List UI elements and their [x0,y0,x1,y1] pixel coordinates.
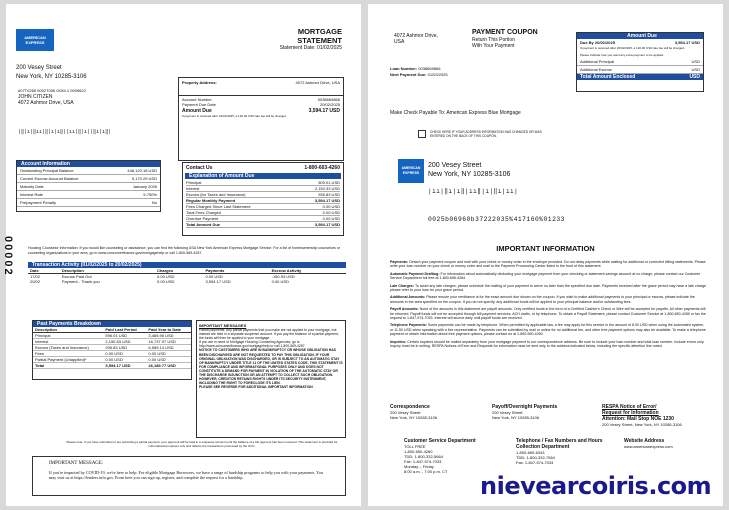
telephone-line: TDD: 1-800-332-7564 [516,455,555,460]
customer-name: JOHN CITIZEN [18,94,53,100]
side-number: 00002 [2,236,14,277]
past-payment-cell: 596.01 USD [105,333,128,338]
transaction-cell: Escrow Paid Out [61,274,92,279]
messages-title: IMPORTANT MESSAGES [199,323,247,328]
correspondence-line: 200 Vesey Street [390,410,421,415]
transaction-cell: -150.93 USD [271,274,295,279]
return-address-1: 4072 Ashmor Drive, [394,33,438,39]
contact-label: Contact Us [186,165,213,171]
row-value: 935.83 USD [318,192,340,197]
row-value: January 2035 [132,184,157,189]
row-label: Interest [186,186,200,191]
past-payment-cell: Principal [35,333,51,338]
row-label: Principal [186,180,202,185]
remit-address-2: New York, NY 10285-3106 [428,171,511,178]
paragraph-heading: Telephone Payments: [390,323,428,328]
info-paragraph [390,307,708,320]
transaction-cell: Payment - Thank you [61,279,100,284]
col-payments: Payments [205,268,225,273]
covid-text: If you're impacted by COVID-19, we're here to help. For eligible Mortgage Borrowers, we have a range of hardship programs to help you with your payments. You may visit us at https://lenders.info.gov. From here you can sign up, register, and complete the request for a hardship. [49,470,323,480]
transaction-cell: 0.00 USD [205,274,223,279]
info-paragraph [390,272,708,281]
respa-title: RESPA Notice of Error/ [602,404,657,410]
explanation-box [182,162,344,236]
transaction-cell: 0.00 USD [157,274,175,279]
paragraph-text: To avoid any late charges, please schedule the mailing of your payment to arrive no later than the specified due date. Payments received after the grace period may have a late charge please refer to your loan for your grace period. [390,283,707,293]
account-info-title: Account Information [17,161,160,167]
amount-due-box [576,32,704,92]
customer-service-line: 8:00 a.m. - 7:00 p.m. CT [404,469,448,474]
past-payment-cell: 26,189.77 USD [148,363,176,368]
transaction-title: Transaction Activity (01/02/2025 to 20/02/2025) [28,262,346,268]
transaction-section [28,262,346,284]
transaction-cell: 0.00 USD [157,279,175,284]
row-label: Total Fees Charged [186,210,221,215]
col-description: Description [35,327,58,332]
col-description: Description [61,268,84,273]
transaction-body [28,274,346,285]
due-date-row [182,102,340,107]
label: Additional Principal [580,59,615,64]
bankruptcy-notice: NOTICE TO CUSTOMERS WHO ARE IN BANKRUPTCY OR WHOSE OBLIGATION HAS BEEN DISCHARGED ARE NOT REQUESTED TO PAY THIS OBLIGATION. IF YOUR ORIGINAL OBLIGATION WAS DISCHARGED, OR IS SUBJECT TO AN AUTOMATIC STAY OF BANKRUPTCY UNDER TITLE 11 OF THE UNITED STATES CODE, THIS STATEMENT IS FOR COMPLIANCE AND INFORMATIONAL PURPOSES ONLY AND DOES NOT CONSTITUTE A DEMAND FOR PAYMENT IN VIOLATION OF THE AUTOMATIC STAY OR THE DISCHARGE INJUNCTION OR AN ATTEMPT TO COLLECT SUCH OBLIGATION. HOWEVER, CREDITOR RETAINS RIGHTS UNDER ITS SECURITY INSTRUMENT, INCLUDING THE RIGHT TO FORECLOSE ITS LIEN. [199,348,343,386]
value[interactable]: USD [691,59,700,64]
footnote: Please note: If you have submitted or are submitting a partial payment, your payment will be held in a suspense account until the balance of a full payment has been received. This statement is provided for informational purposes only and reflects the transactions processed by the OCC. [66,440,338,448]
info-paragraph [390,340,708,349]
remit-barcode: |ıı|‖ı|ı‖|ıı‖|ı|‖ı|ıı| [428,188,519,195]
due-label: Due By 20/02/2025 [580,40,615,45]
row-value: 446,120.18 USD [127,168,157,173]
account-info-row [17,183,160,191]
paragraph-text: Detach your payment coupon and mail with your check or money order in the envelope provided. Do not delay payments while waiting for additional or corrected billing statements. Please write your loan number on your check or money order and mail to the Payment Processing Center listed to the front of this statement. [390,260,706,269]
row-value: 5.750% [143,192,157,197]
info-paragraph [390,284,708,293]
remit-address-1: 200 Vesey Street [428,162,482,169]
payoff-title: Payoff/Overnight Payments [492,404,558,410]
see-reverse-note: PLEASE SEE REVERSE FOR ADDITIONAL IMPORTANT INFORMATION [199,385,313,390]
label: Account Number [182,97,212,102]
col-last-period: Paid Last Period [105,327,137,332]
statement-page [2,4,361,506]
explanation-rows [183,179,343,229]
past-payment-cell: Fees [35,351,44,356]
transaction-cell: 20/02 [30,279,41,284]
account-info-box [16,160,161,212]
explanation-title: Explanation of Amount Due [185,173,341,179]
next-payment [390,72,448,77]
covid-title: IMPORTANT MESSAGE: [49,461,104,466]
customer-service-line: TOLL FREE [404,444,426,449]
row-label: Maturity Date [20,184,44,189]
covid-message-box [32,456,346,496]
past-payment-cell: Partial Payment (Unapplied)* [35,357,87,362]
past-payment-cell: 0.00 USD [105,351,123,356]
info-paragraph [390,295,708,304]
total-value[interactable]: USD [689,74,700,80]
account-rows [179,95,343,120]
col-escrow: Escrow Activity [271,268,302,273]
address-change-checkbox[interactable] [418,130,426,138]
row-value: 0.00 USD [322,210,340,215]
website-value[interactable]: www.americanexpress.com [624,444,673,449]
respa-block [602,404,712,427]
micr-line: 0025b06960b37222035%417160%01233 [428,216,565,223]
row-value: 5,170.29 USD [131,176,157,181]
next-due-label: Next Payment Due: [390,72,427,77]
counseling-message: If you are in need of Mortgage Housing Counseling Agencies, go to http://www.consumerfinance.gov/mortgagehelp or call 1-800-569-4287. [199,340,306,349]
row-label: Escrow (for Taxes and Insurance) [186,192,246,197]
amount-due-title: Amount Due [577,33,703,39]
paragraph-heading: Additional Amounts: [390,295,427,300]
telephone-line: 1-800-669-6343 [516,450,545,455]
past-payment-cell: 0.00 USD [148,351,166,356]
row-label: Outstanding Principal Balance [20,168,74,173]
col-charges: Charges [157,268,174,273]
account-info-row [17,191,160,199]
due-note: If payment is received after 20/02/2025, a 120.00 USD late fee will be charged. [580,46,685,50]
additional-principal-row [577,58,703,66]
past-payment-cell: Interest [35,339,49,344]
contact-row [183,163,343,173]
past-payment-cell: Escrow (Taxes and Insurance) [35,345,89,350]
past-payment-cell: 3,465.96 USD [148,333,174,338]
paragraph-heading: Late Charges: [390,283,415,288]
transaction-cell: 3,594.17 USD [205,279,231,284]
value[interactable]: USD [691,67,700,72]
mail-code: #07T0265 0002T006 ODM-1 0009622 [18,88,86,93]
paragraph-text: None of the amounts in this statement are payoff amounts. Only certified funds in the form of a Certified Cashier's Check or Wire will be accepted for payoffs. All other payments will be returned. Payoff funds will not be accepted through bill payment services, ACH drafts, or by telephone. To obtain a Payoff Statement, please contact Customer Service at 1-800-650-4280 or fax the request to 1-847-574-7033. Interest will accrue daily until payoff funds are received. [390,307,706,321]
row-value: 0.00 USD [322,204,340,209]
col-ytd: Paid Year to Date [148,327,182,332]
housing-counselor-text: Housing Counselor Information: If you would like counseling or assistance, you can find the following USA New York American Express Mortgage Service. For a list of homeownership counselors or counseling organizations in your area, go to www.consumerfinance.gov/mortgagehelp or call 1-800-569-4287. [28,246,341,255]
bank-address-line-1: 200 Vesey Street [16,65,62,71]
return-address-2: USA [394,39,405,45]
payoff-line: New York, NY 10285-3106 [492,415,540,420]
amount-due-value: 3,594.17 USD [308,108,340,114]
row-label: Overdue Payment [186,216,219,221]
important-messages-box [196,320,346,438]
past-payment-cell: 16,737.97 USD [148,339,176,344]
due-note-2: Please indicate how you want any extra payment to be applied. [580,53,664,57]
paragraph-text: Certain inquiries should be mailed separately from your mortgage payment to our correspondence address. Be sure to include your loan number and total loan number. Include errors only. Inquiry must be in writing. RESPA Notices of Error and Requests for information must be sent only to the address indicated below, including the specific attention line noted. [390,339,705,349]
paragraph-heading: Payoff Amounts: [390,307,420,312]
past-payment-cell: 3,594.17 USD [105,363,131,368]
paragraph-text: For information about automatically deducting your mortgage payment from your checking or statement savings account at no charge, please contact our Customer Service Department toll free at 1-800-696-4284. [390,271,701,281]
past-payments-box [32,320,192,380]
telephone-title-2: Collection Department [516,444,570,450]
info-paragraph [390,260,708,269]
past-payment-cell: Total [35,363,45,368]
paragraph-heading: Automatic Payment Drafting: [390,271,441,276]
row-label: Fees Charged Since Last Statement [186,204,251,209]
late-fee-note: If payment is received after 01/01/2025, a 120.00 USD late fee will be charged. [182,114,287,118]
amex-logo: AMERICAN EXPRESS [16,29,54,51]
past-header-row [33,327,191,333]
account-summary-box [178,77,344,161]
transaction-cell: 17/02 [30,274,41,279]
telephone-block [516,438,626,465]
title-line-1: MORTGAGE [297,27,342,36]
account-info-row [17,167,160,175]
past-payment-cell: 6,589.14 USD [148,345,174,350]
row-label: Total Amount Due [186,222,220,227]
statement-date: Statement Date: 01/02/2025 [279,45,342,51]
payable-to: Make Check Payable To: American Express Blue Mortgage [390,110,521,116]
amex-logo: AMERICAN EXPRESS [398,159,424,183]
payoff-line: 200 Vesey Street [492,410,523,415]
customer-service-line: TDD: 1-800-332-5664 [404,454,443,459]
row-value: 3,594.17 USD [314,222,340,227]
past-payment-cell: 2,150.83 USD [105,339,131,344]
customer-service-lines [404,444,524,474]
coupon-sub-2: With Your Payment [472,43,515,49]
coupon-page [368,4,723,506]
paragraph-text: Please ensure your remittance is for the exact amount due shown on the coupon. If you wish to make additional payments to your principal or escrow, please indicate the amounts in the area specified on the coupon. If you do not specify, any additional funds will be applied to your principal balance and/or outstanding fees. [390,295,695,304]
correspondence-block [390,404,500,420]
info-paragraph [390,323,708,336]
row-label: Prepayment Penalty [20,200,57,205]
coupon-title: PAYMENT COUPON [472,29,538,36]
customer-service-line: 1-800-650-4260 [404,449,433,454]
due-row [577,39,703,46]
respa-title-2: Request for Information [602,410,659,416]
row-value: 2,150.33 USD [314,186,340,191]
transaction-row [28,279,346,284]
row-label: Interest Rate [20,192,43,197]
col-date: Date [30,268,39,273]
account-info-row [17,199,160,207]
past-payment-row [33,363,191,369]
loan-label: Loan Number: [390,66,418,71]
account-info-rows [17,167,160,207]
amount-due-label: Amount Due [182,108,212,114]
next-due-value: 01/03/2025 [427,72,448,77]
row-value: No [151,200,157,205]
customer-service-title: Customer Service Department [404,438,476,444]
transaction-cell: 0.00 USD [271,279,289,284]
telephone-lines [516,450,626,465]
contact-phone: 1-800-603-4260 [304,165,340,171]
past-body [33,333,191,369]
due-value: 3,594.17 USD [674,40,700,45]
label: Payment Due Date [182,102,216,107]
paragraph-text: Some payments can be made by telephone. When permitted by applicable law, a fee may apply for this service in the amount of 8.00 USD when using the automated system, or 11.50 USD when speaking with a live representative. Payments can be submitted by mail or online for no additional fee, and other free payment options may also be available. To make a telephone payment or obtain information about free payment options, please contact us at 1-800-650-4260. [390,323,706,337]
customer-service-block [404,438,524,474]
website-block [624,438,720,449]
bank-address-line-2: New York, NY 10285-3106 [16,74,87,80]
property-row [179,78,343,87]
postal-barcode: |‖|ı|‖ıı|‖|ı|ı‖||ıı|‖|ı||‖ı|ı‖| [18,129,112,135]
total-label: Total Amount Enclosed [580,74,636,80]
value: 20/02/2025 [319,102,340,107]
account-info-row [17,175,160,183]
property-label: Property Address: [182,80,217,85]
row-label: Current Escrow Account Balance [20,176,79,181]
address-change-text: CHECK HERE IF YOUR ADDRESS INFORMATION HAS CHANGED OR WAS ENTERED ON THE BACK OF THIS COUPON. [430,130,542,138]
telephone-line: Fax: 1-847-574-7034 [516,460,554,465]
row-label: Regular Monthly Payment [186,198,236,203]
respa-line: 200 Vesey Street, New York, NY 10285-3106 [602,422,682,427]
row-value: 3,594.17 USD [314,198,340,203]
telephone-title: Telephone / Fax Numbers and Hours [516,438,603,444]
info-paragraphs [390,260,708,352]
total-enclosed-row [577,74,703,80]
row-value: 509.01 USD [318,180,340,185]
customer-service-line: Monday – Friday [404,464,434,469]
info-title: IMPORTANT INFORMATION [496,244,595,253]
coupon-heading [472,29,538,49]
correspondence-line: New York, NY 10285-3106 [390,415,438,420]
correspondence-title: Correspondence [390,404,430,410]
loan-value: 0038669866 [418,66,441,71]
property-value: 4072 Ashmor Drive, USA [295,80,340,85]
customer-service-line: Fax: 1-847-574-7033 [404,459,442,464]
watermark: nievearcoiris.com [480,472,712,500]
coupon-sub-1: Return This Portion [472,37,515,43]
transaction-table [28,268,346,284]
additional-escrow-row [577,66,703,74]
past-payments-table [33,327,191,369]
respa-title-3: Attention: Mail Stop NOE 1230 [602,416,674,422]
explanation-row [186,222,340,228]
row-value: 0.00 USD [322,216,340,221]
past-payment-row [33,345,191,351]
past-payments-title: Past Payments Breakdown [33,321,191,327]
past-payment-cell: 0.00 USD [105,357,123,362]
partial-payment-message: Partial payments: Any partial payments that you make are not applied to your mortgage, but instead are held in a separate suspense account. If you pay the balance of a partial payment, the funds will then be applied to your mortgage. [199,328,339,341]
title-line-2: STATEMENT [297,36,342,45]
payoff-block [492,404,602,420]
label: Additional Escrow [580,67,612,72]
loan-number [390,66,441,71]
paragraph-heading: Inquiries: [390,339,408,344]
website-title: Website Address [624,438,665,444]
past-payment-cell: 935.83 USD [105,345,128,350]
statement-title [262,27,342,45]
past-payment-cell: 0.00 USD [148,357,166,362]
customer-address: 4072 Ashmor Drive, USA [18,100,74,106]
paragraph-heading: Payments: [390,260,410,264]
value: 0038669866 [317,97,340,102]
